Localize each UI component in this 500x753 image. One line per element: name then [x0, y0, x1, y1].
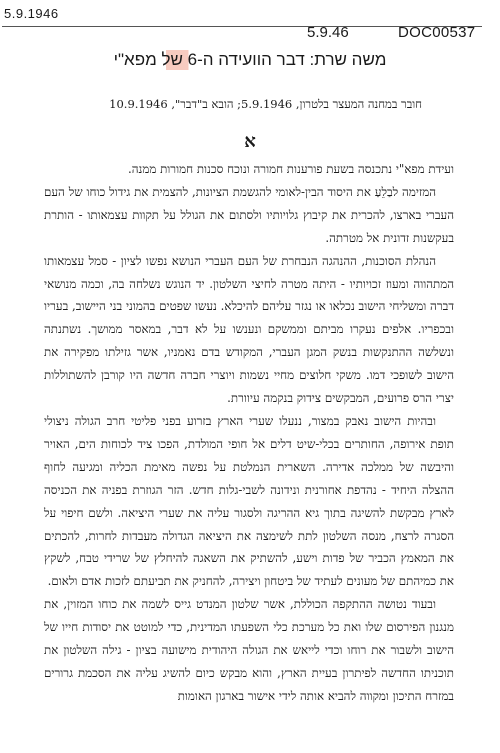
body-paragraph: הנהלת הסוכנות, ההנהגה הנבחרת של העם העברי הנושא נפשו לציון - סמל עצמאותו המתהווה ומעוז זכויותיו - היתה מטרה לחיצי השלטון. יד הנוגש נשלחה בה, וכמה מנושאי דברה ומשליחי הישוב נכלאו או נגזר עליהם להיכלא. נעשו שפטים בהמוני בני היישוב, בעריו ובכפריו. אלפים נעקרו מביתם וממשקם ונענשו על לא דבר, במאסר ממושך. נשתנתה ונשלשה ההתנקשות בנשק המגן העברי, המקודש בדם נאמניו, אשר גזילתו מפקירה את הישוב לשופכי דמו. משקי חלוצים מחיי נשמות ויוצרי חברה חדשה היו קורבן להשתוללות יצרי הרס פרועים, המבקשים צידוק בנקמה עיוורת. [44, 253, 454, 406]
document-source-line: חובר במחנה המעצר בלטרון, 5.9.1946; הובא ב"דבר", 10.9.1946 [109, 97, 422, 111]
title-container [0, 50, 500, 70]
section-heading: א [244, 131, 256, 152]
body-paragraph: ובהיות הישוב נאבק במצור, ננעלו שערי הארץ בזרוע בפני פליטי חרב הגולה ניצולי תופת אירופה, החותרים בכלי-שיט דלים אל חופי המולדת, הפכו ציד לכוחות הים, האויר והיבשה של ממלכה אדירה. השארית הנמלטת על נפשה מאימת הכליה ומגיעה לחוף ההצלה היחיד - נהדפת אחורנית ונידונה לשבי-גלות חדש. הזר הגוזרת בפניה את הכניסה לארץ מבקשת להשיגה בתוך גיא ההריגה ולסגור עליה את שערי היציאה. ולשם חיפוי על הסגרה לרצח, מנסה השלטון לתת לשימצה את היציאה הגדולה מעבדות לחרות, להכתים את המאמץ הכביר של פדות וישע, להשתיק את השאגה להיחלץ של שרידי טבח, לשקץ את כמיהתם של מעונים לעתיד של ביטחון ויצירה, להחניק את תביעתם לזכות אדם ולאום. [44, 413, 454, 589]
body-paragraph: המזימה לבַלֵעַ את היסוד הבין-לאומי להגשמת הציונות, להצמית את גידול כוחו של העם העברי בארצו, להכרית את קיבוץ גלויותיו ולסתום את הגולל על תקוות עצמאותו - הותרת בעקשנות זדונית אל מטרתה. [44, 184, 454, 245]
document-body [44, 158, 454, 708]
header-date-right: 5.9.46 [307, 24, 349, 41]
body-paragraph: ועידת מפא"י נתכנסה בשעת פורענות חמורה ונוכח סכנות חמורות ממנה. [127, 162, 454, 176]
header-date-left: 5.9.1946 [4, 6, 59, 21]
body-paragraph: ובעוד נטושה ההתקפה הכוללת, אשר שלטון המנדט גייס לשמה את כוחו המזוין, את מנגנון הפירסום שלו ואת כל מערכת כלי השפעתו המדינית, כדי למוטט את יסודות חייו של הישוב ולשבור את רוחו וכדי לייאש את הגולה היהודית מישועה בציון - גילה השלטון את תוכניתו החדשה לפיתרון בעיית הארץ, והוא מבקש כיום להשיג עליה את הסכמת גרורים במזרח התיכון ומקווה להביא אותה לידי אישור בארגון האומות [44, 597, 454, 703]
document-title: משה שרת: דבר הוועידה ה-6 של מפא"י [110, 50, 391, 70]
document-id: DOC00537 [398, 24, 476, 41]
